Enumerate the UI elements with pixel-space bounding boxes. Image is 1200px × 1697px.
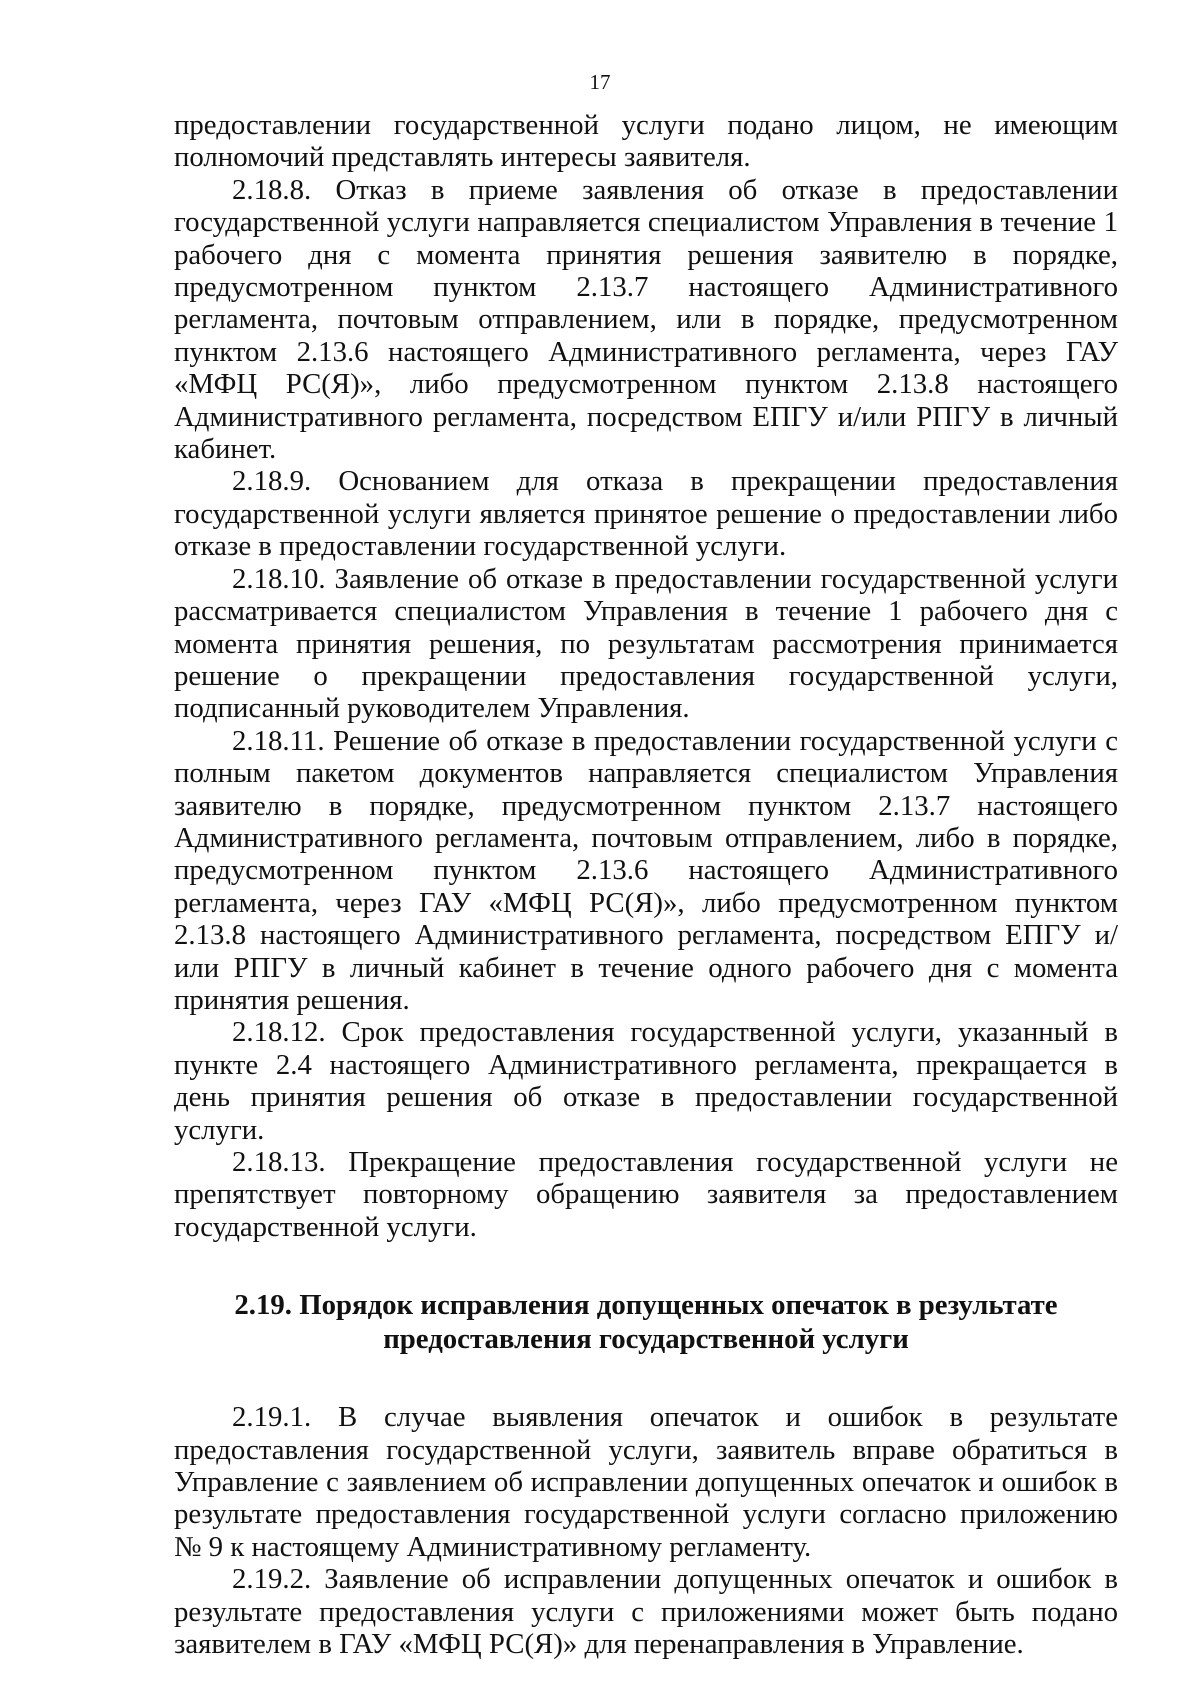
paragraph-continuation: предоставлении государственной услуги подано лицом, не имеющим полномочий представлять интересы заявителя. bbox=[174, 109, 1118, 174]
paragraph-2-18-10: 2.18.10. Заявление об отказе в предоставлении государственной услуги рассматривается специалистом Управления в течение 1 рабочего дня с момента принятия решения, по результатам рассмотрения принимается решение о прекращении предоставления государственной услуги, подписанный руководителем Управления. bbox=[174, 562, 1118, 725]
paragraph-2-19-2: 2.19.2. Заявление об исправлении допущенных опечаток и ошибок в результате предоставления услуги с приложениями может быть подано заявителем в ГАУ «МФЦ РС(Я)» для перенаправления в Управление. bbox=[174, 1563, 1118, 1661]
document-body bbox=[174, 109, 1118, 1660]
section-heading-line-2: предоставления государственной услуги bbox=[383, 1323, 909, 1356]
paragraph-2-18-11: 2.18.11. Решение об отказе в предоставлении государственной услуги с полным пакетом документов направляется специалистом Управления заявителю в порядке, предусмотренном пунктом 2.13.7 настоящего Административного регламента, почтовым отправлением, либо в порядке, предусмотренном пунктом 2.13.6 настоящего Административного регламента, через ГАУ «МФЦ РС(Я)», либо предусмотренном пунктом 2.13.8 настоящего Административного регламента, посредством ЕПГУ и/или РПГУ в личный кабинет в течение одного рабочего дня с момента принятия решения. bbox=[174, 724, 1118, 1016]
paragraph-2-18-13: 2.18.13. Прекращение предоставления государственной услуги не препятствует повторному обращению заявителя за предоставлением государственной услуги. bbox=[174, 1146, 1118, 1243]
section-heading-2-19 bbox=[174, 1288, 1118, 1356]
paragraph-2-18-8: 2.18.8. Отказ в приеме заявления об отказе в предоставлении государственной услуги направляется специалистом Управления в течение 1 рабочего дня с момента принятия решения заявителю в порядке, предусмотренном пунктом 2.13.7 настоящего Административного регламента, почтовым отправлением, или в порядке, предусмотренном пунктом 2.13.6 настоящего Административного регламента, через ГАУ «МФЦ РС(Я)», либо предусмотренном пунктом 2.13.8 настоящего Административного регламента, посредством ЕПГУ и/или РПГУ в личный кабинет. bbox=[174, 173, 1118, 466]
paragraph-2-19-1: 2.19.1. В случае выявления опечаток и ошибок в результате предоставления государственной услуги, заявитель вправе обратиться в Управление с заявлением об исправлении допущенных опечаток и ошибок в результате предоставления государственной услуги согласно приложению № 9 к настоящему Административному регламенту. bbox=[174, 1401, 1118, 1563]
paragraph-2-18-12: 2.18.12. Срок предоставления государственной услуги, указанный в пункте 2.4 настоящего Административного регламента, прекращается в день принятия решения об отказе в предоставлении государственной услуги. bbox=[174, 1016, 1118, 1146]
paragraph-2-18-9: 2.18.9. Основанием для отказа в прекращении предоставления государственной услуги является принятое решение о предоставлении либо отказе в предоставлении государственной услуги. bbox=[174, 465, 1118, 563]
section-heading-line-1: 2.19. Порядок исправления допущенных опечаток в результате bbox=[234, 1289, 1058, 1322]
page-number: 17 bbox=[589, 70, 611, 94]
